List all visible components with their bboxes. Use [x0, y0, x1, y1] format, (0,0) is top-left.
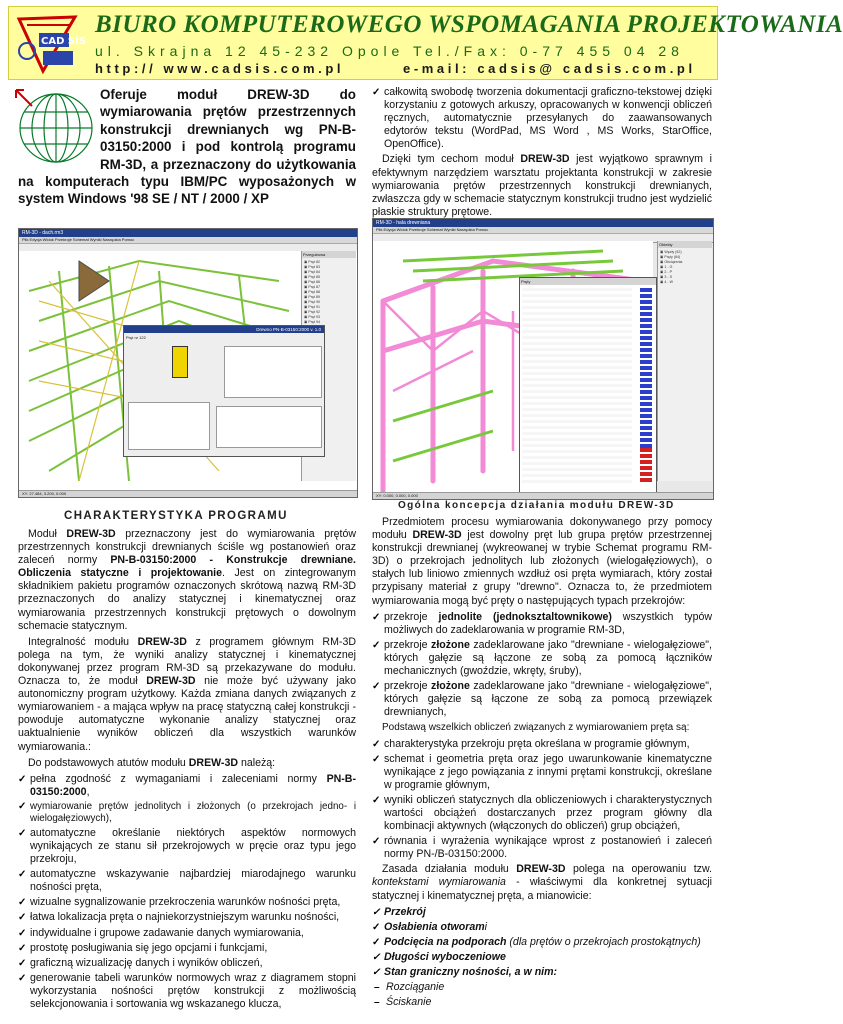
cadsis-logo-icon	[13, 11, 86, 75]
list-item: ✓ przekroje złożone zadeklarowane jako "drewniane - wielogałęziowe", których gałęzie są łączone ze sobą za pomocą przewiązek drewnianych,	[372, 680, 712, 719]
right-text-column: Przedmiotem procesu wymiarowania dokonywanego przy pomocy modułu DREW-3D jest dowolny pręt lub grupa prętów przestrzennej konstrukcji drewnianej (wykreowanej w trybie Schemat programu RM-3D) o przekrojach jednolitych lub złożonych (wielogałęziowych), o stałych lub liniowo zmiennych wzdłuż osi pręta wymiarach, który został przypisany materiał z grupy "drewno". Oznacza to, że przedmiotem wymiarowania mogą być pręty o następujących typach przekrojów: ✓ przekroje jednolite (jednoksztaltownikowe) wszystkich typów możliwych do zadeklarowania w programie RM-3D, ✓ przekroje złożone zadeklarowane jako "drewniane - wielogałęziowe", których gałęzie są łączone ze sobą za pomocą łączników mechanicznych (gwoździe, wkręty, śruby), ✓ przekroje złożone zadeklarowane jako "drewniane - wielogałęziowe", których gałęzie są łączone ze sobą za pomocą przewiązek drewnianych, Podstawą wszelkich obliczeń związanych z wymiarowaniem pręta są: ✓ charakterystyka przekroju pręta określana w programie głównym, ✓ schemat i geometria pręta oraz jego uwarunkowanie kinematyczne wynikające z jego powiązania z innymi prętami konstrukcji, określane w programie głównym, ✓ wyniki obliczeń statycznych dla obliczeniowych i charakterystycznych wartości obciążeń dostarczanych przez program główny dla kombinacji aktywnych (włączonych do obliczeń) grup obciążeń, ✓ równania i wyrażenia wynikające wprost z postanowień i zaleceń normy PN-/B-03150:2000. Zasada działania modułu DREW-3D polega na operowaniu tzw. kontekstami wymiarowania - właściwymi dla konkretnej sytuacji statycznej i kinematycznej pręta, a mianowicie: ✓ Przekrój ✓ Osłabienia otworami ✓ Podcięcia na podporach (dla prętów o przekrojach prostokątnych) ✓ Długości wyboczeniowe ✓ Stan graniczny nośności, a w nim: – Rozciąganie – Ściskanie	[372, 516, 712, 1011]
window-titlebar: RM-3D - dach.rm3	[19, 229, 357, 237]
email-link[interactable]: e-mail: cadsis@ cadsis.com.pl	[403, 61, 696, 76]
website-link[interactable]: http:// www.cadsis.com.pl	[95, 61, 345, 76]
company-title: BIURO KOMPUTEROWEGO WSPOMAGANIA PROJEKTOWANIA	[95, 11, 843, 38]
list-item: ✓ wizualne sygnalizowanie przekroczenia warunków nośności pręta,	[18, 896, 356, 909]
status-bar: XY: 27.484, 3.200, 0.000	[19, 490, 357, 497]
results-table: Pręty	[519, 277, 657, 493]
list-item: – Ściskanie	[374, 996, 712, 1009]
list-item: – Rozciąganie	[374, 981, 712, 994]
svg-text:CAD SIS: CAD SIS	[41, 36, 86, 47]
list-item: ✓ Przekrój	[372, 906, 712, 919]
screenshot-roof-model	[18, 228, 358, 498]
list-item: ✓ Podcięcia na podporach (dla prętów o przekrojach prostokątnych)	[372, 936, 712, 949]
screenshot-hall-model	[372, 218, 714, 500]
section-title-concept: Ogólna koncepcja działania modułu DREW-3D	[398, 500, 675, 511]
list-item: ✓ przekroje jednolite (jednoksztaltownikowe) wszystkich typów możliwych do zadeklarowania w programie RM-3D,	[372, 611, 712, 637]
list-item: ✓ wyniki obliczeń statycznych dla obliczeniowych i charakterystycznych wartości obciążeń dostarczanych przez program główny dla kombinacji aktywnych (włączonych do obliczeń) grup obciążeń,	[372, 794, 712, 833]
list-item: ✓ automatyczne określanie niektórych aspektów normowych wynikających ze stanu sił przekrojowych w pręcie oraz typu jego przekroju,	[18, 827, 356, 866]
window-menubar: Plik Edycja Widok Przekroje Schemat Wyniki Narzędzia Pomoc	[373, 227, 713, 234]
list-item: ✓ prostotę posługiwania się jego opcjami i funkcjami,	[18, 942, 356, 955]
status-bar: XY: 0.000, 0.000, 0.000	[373, 492, 713, 499]
list-item: ✓ równania i wyrażenia wynikające wprost z postanowień i zaleceń normy PN-/B-03150:2000.	[372, 835, 712, 861]
intro-right-column: ✓ całkowitą swobodę tworzenia dokumentacji graficzno-tekstowej dzięki korzystaniu z gotowych arkuszy, opracowanych w konwencji obliczeń ręcznych, automatycznie przesyłanych do zaawansowanych edytorów tekstu (WordPad, MS Word , MS Works, StarOffice, OpenOffice). Dzięki tym cechom moduł DREW-3D jest wyjątkowo sprawnym i efektywnym narzędziem warsztatu projektanta konstrukcji w zakresie wymiarowania prętów przestrzennych konstrukcji drewnianych, zwłaszcza gdy w schemacie statycznym konstrukcji trudno jest wydzielić płaskie struktury prętowe.	[372, 86, 712, 222]
utilization-bars-red	[640, 448, 652, 484]
list-item: ✓ schemat i geometria pręta oraz jego uwarunkowanie kinematyczne wynikające z jego powiązania z innymi prętami konstrukcji, określane w programie głównym,	[372, 753, 712, 792]
contact-line	[95, 61, 696, 76]
list-item: ✓ Stan graniczny nośności, a w nim:	[372, 966, 712, 979]
window-titlebar: RM-3D - hala drewniana	[373, 219, 713, 227]
list-item: ✓ łatwa lokalizacja pręta o najniekorzystniejszym warunku nośności,	[18, 911, 356, 924]
wood-design-dialog: Drewno PN-B-03150:2000 v. 1.0 Pręt nr 122	[123, 325, 325, 457]
properties-panel: Przegubowa ▣ Pręt 82 ▣ Pręt 83 ▣ Pręt 84 ▣ Pręt 85 ▣ Pręt 86 ▣ Pręt 87 ▣ Pręt 88 ▣ Pręt 89 ▣ Pręt 90 ▣ Pręt 91 ▣ Pręt 92 ▣ Pręt 93 ▣ Pręt 94	[301, 251, 356, 481]
object-tree-panel: Obiekty ▣ Węzły (52) ▣ Pręty (84) ▣ Obciążenia ▣ 1 - G ▣ 2 - P ▣ 3 - S ▣ 4 - W	[657, 241, 712, 481]
company-address: ul. Skrajna 12 45-232 Opole Tel./Fax: 0-77 455 04 28	[95, 43, 684, 59]
list-item: ✓ wymiarowanie prętów jednolitych i złożonych (o przekrojach jedno- i wielogałęziowych),	[18, 801, 356, 825]
intro-statement: Oferuje moduł DREW-3D do wymiarowania prętów przestrzennych konstrukcji drewnianych wg PN-B-03150:2000 i pod kontrolą programu RM-3D, a przeznaczony do użytkowania na komputerach typu IBM/PC wyposażonych w system Windows '98 SE / NT / 2000 / XP	[18, 87, 356, 207]
left-text-column: Moduł DREW-3D przeznaczony jest do wymiarowania prętów przestrzennych konstrukcji drewnianych ściśle wg postanowień oraz zaleceń normy PN-B-03150:2000 - Konstrukcje drewniane. Obliczenia statyczne i projektowanie. Jest on zintegrowanym składnikiem pakietu programów oznaczonych skrótową nazwą RM-3D przeznaczonych do analizy statycznej i kinematycznej oraz wymiarowania przestrzennych konstrukcji prętowych o dowolnym schemacie statycznym. Integralność modułu DREW-3D z programem głównym RM-3D polega na tym, że wyniki analizy statycznej i kinematycznej dokonywanej przez program RM-3D są przekazywane do modułu. Oznacza to, że moduł DREW-3D nie może być używany jako autonomiczny program użytkowy. Każda zmiana danych związanych z wymiarowaniem - a mająca wpływ na pracę statyczną całej konstrukcji - powoduje automatyczne wykonanie analizy statycznej oraz uaktualnienie wyników obliczeń dla wszystkich warunków wymiarowania.: Do podstawowych atutów modułu DREW-3D należą: ✓ pełna zgodność z wymaganiami i zaleceniami normy PN-B-03150:2000, ✓ wymiarowanie prętów jednolitych i złożonych (o przekrojach jedno- i wielogałęziowych), ✓ automatyczne określanie niektórych aspektów normowych wynikających ze stanu sił przekrojowych w pręcie oraz typu jego przekroju, ✓ automatyczne wskazywanie najbardziej miarodajnego warunku nośności pręta, ✓ wizualne sygnalizowanie przekroczenia warunków nośności pręta, ✓ łatwa lokalizacja pręta o najniekorzystniejszym warunku nośności, ✓ indywidualne i grupowe zadawanie danych wymiarowania, ✓ prostotę posługiwania się jego opcjami i funkcjami, ✓ graficzną wizualizację danych i wyników obliczeń, ✓ generowanie tabeli warunków normowych wraz z diagramem stopni wykorzystania nośności prętów konstrukcji z możliwością selekcjonowania i sortowania wg wskazanego klucza,	[18, 528, 356, 1013]
list-item: ✓ przekroje złożone zadeklarowane jako "drewniane - wielogałęziowe", których gałęzie są łączone ze sobą za pomocą łączników mechanicznych (gwoździe, wkręty, śruby),	[372, 639, 712, 678]
list-item: ✓ charakterystyka przekroju pręta określana w programie głównym,	[372, 738, 712, 751]
list-item: ✓ Długości wyboczeniowe	[372, 951, 712, 964]
list-item: ✓ indywidualne i grupowe zadawanie danych wymiarowania,	[18, 927, 356, 940]
list-item: ✓ pełna zgodność z wymaganiami i zaleceniami normy PN-B-03150:2000,	[18, 773, 356, 799]
list-item: ✓ graficzną wizualizację danych i wyników obliczeń,	[18, 957, 356, 970]
list-item: ✓ generowanie tabeli warunków normowych wraz z diagramem stopni wykorzystania nośności prętów konstrukcji z możliwością selekcjonowania i sortowania wg wskazanego klucza,	[18, 972, 356, 1011]
list-item: ✓ automatyczne wskazywanie najbardziej miarodajnego warunku nośności pręta,	[18, 868, 356, 894]
feature-item: ✓ całkowitą swobodę tworzenia dokumentacji graficzno-tekstowej dzięki korzystaniu z gotowych arkuszy, opracowanych w konwencji obliczeń ręcznych, automatycznie przesyłanych do zaawansowanych edytorów tekstu (WordPad, MS Word , MS Works, StarOffice, OpenOffice).	[372, 86, 712, 151]
letterhead	[8, 6, 843, 80]
section-title-characteristics: CHARAKTERYSTYKA PROGRAMU	[64, 510, 288, 522]
window-menubar: Plik Edycja Widok Przekroje Schemat Wyniki Narzędzia Pomoc	[19, 237, 357, 244]
list-item: ✓ Osłabienia otworami	[372, 921, 712, 934]
